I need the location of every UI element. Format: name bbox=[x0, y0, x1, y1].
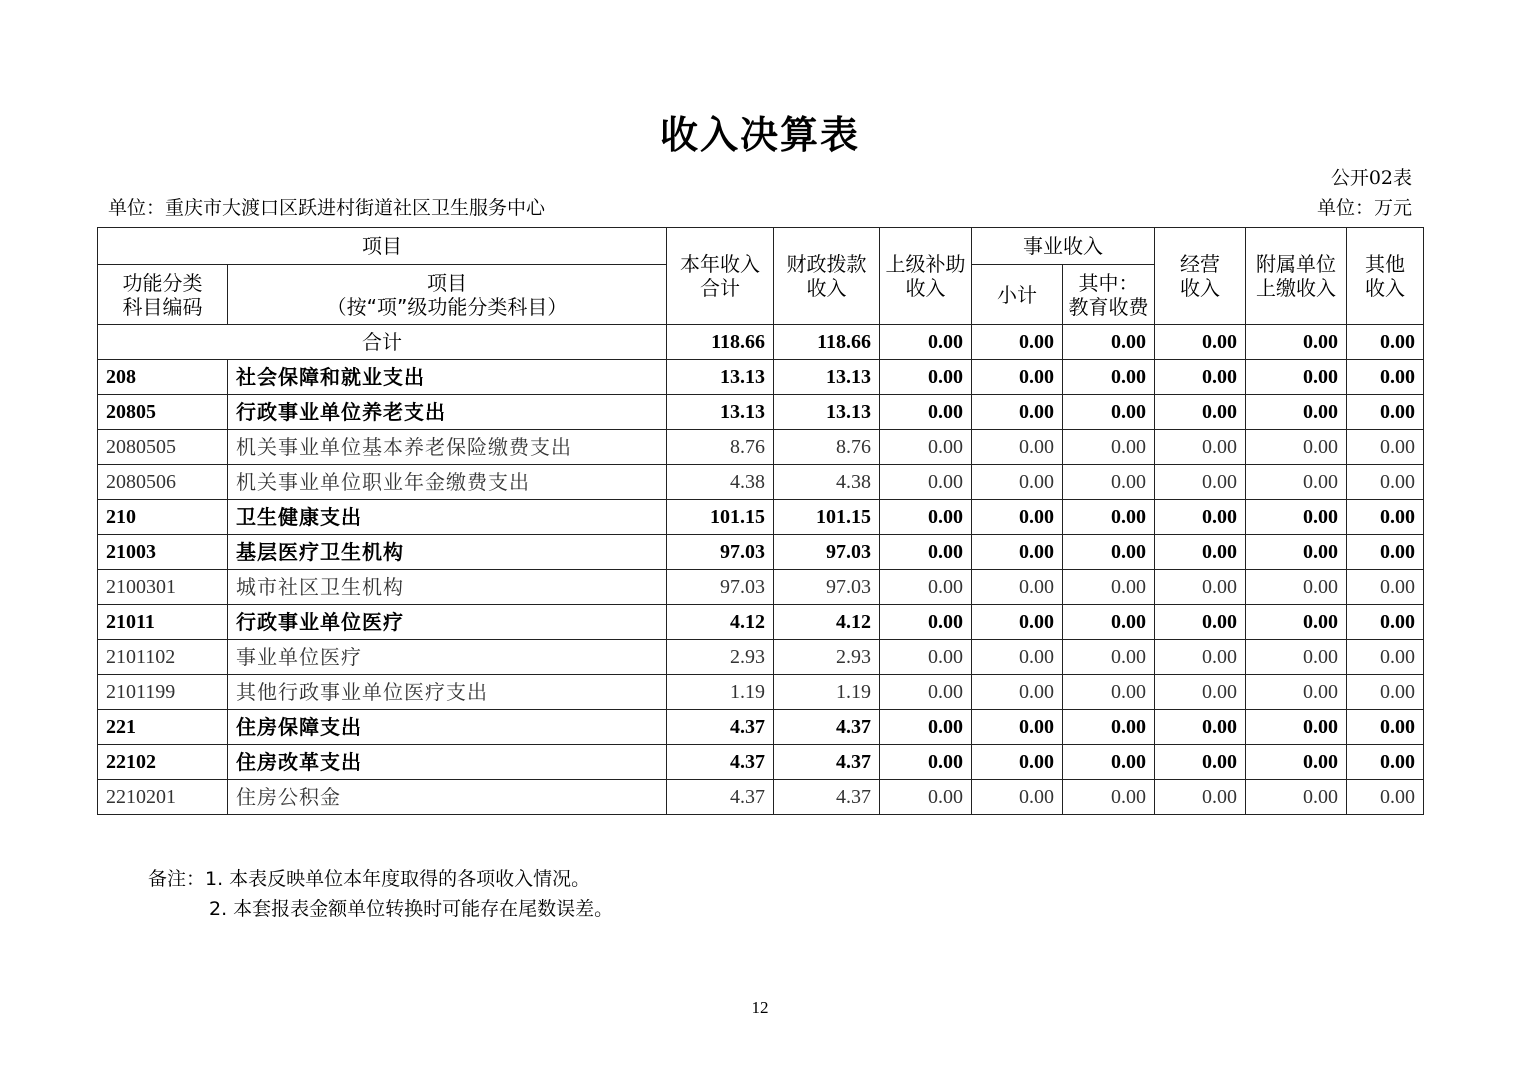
row-value: 0.00 bbox=[1347, 570, 1424, 605]
row-value: 0.00 bbox=[1347, 465, 1424, 500]
row-value: 4.37 bbox=[667, 745, 774, 780]
row-name: 机关事业单位职业年金缴费支出 bbox=[228, 465, 667, 500]
row-value: 0.00 bbox=[1063, 465, 1155, 500]
row-value: 0.00 bbox=[1063, 570, 1155, 605]
row-name: 基层医疗卫生机构 bbox=[228, 535, 667, 570]
row-value: 0.00 bbox=[972, 745, 1063, 780]
row-value: 0.00 bbox=[1155, 430, 1246, 465]
row-value: 4.37 bbox=[774, 745, 880, 780]
row-name: 城市社区卫生机构 bbox=[228, 570, 667, 605]
row-value: 0.00 bbox=[1155, 535, 1246, 570]
row-value: 0.00 bbox=[880, 465, 972, 500]
row-value: 97.03 bbox=[774, 535, 880, 570]
row-code: 21011 bbox=[98, 605, 228, 640]
row-value: 4.12 bbox=[667, 605, 774, 640]
row-value: 0.00 bbox=[880, 535, 972, 570]
row-value: 0.00 bbox=[1246, 535, 1347, 570]
row-value: 0.00 bbox=[1246, 360, 1347, 395]
total-value: 0.00 bbox=[1246, 325, 1347, 360]
row-name: 住房保障支出 bbox=[228, 710, 667, 745]
row-value: 4.37 bbox=[774, 710, 880, 745]
total-value: 118.66 bbox=[774, 325, 880, 360]
row-value: 0.00 bbox=[972, 535, 1063, 570]
row-code: 2080506 bbox=[98, 465, 228, 500]
row-value: 0.00 bbox=[880, 710, 972, 745]
row-value: 0.00 bbox=[1347, 605, 1424, 640]
row-value: 13.13 bbox=[667, 360, 774, 395]
row-code: 2101199 bbox=[98, 675, 228, 710]
row-value: 4.38 bbox=[774, 465, 880, 500]
table-row bbox=[98, 395, 1424, 430]
row-value: 0.00 bbox=[972, 430, 1063, 465]
row-value: 0.00 bbox=[972, 360, 1063, 395]
row-value: 0.00 bbox=[1063, 605, 1155, 640]
row-value: 1.19 bbox=[667, 675, 774, 710]
row-value: 101.15 bbox=[667, 500, 774, 535]
row-value: 4.37 bbox=[667, 710, 774, 745]
form-number: 公开02表 bbox=[1330, 167, 1412, 189]
row-code: 22102 bbox=[98, 745, 228, 780]
row-value: 0.00 bbox=[972, 395, 1063, 430]
row-value: 0.00 bbox=[880, 360, 972, 395]
row-code: 2101102 bbox=[98, 640, 228, 675]
row-value: 0.00 bbox=[1347, 640, 1424, 675]
row-value: 0.00 bbox=[880, 395, 972, 430]
row-value: 4.37 bbox=[774, 780, 880, 815]
row-value: 0.00 bbox=[880, 745, 972, 780]
row-value: 0.00 bbox=[1347, 710, 1424, 745]
row-value: 0.00 bbox=[1063, 500, 1155, 535]
total-row bbox=[98, 325, 1424, 360]
row-value: 0.00 bbox=[1347, 430, 1424, 465]
table-row bbox=[98, 710, 1424, 745]
total-value: 0.00 bbox=[972, 325, 1063, 360]
row-code: 2100301 bbox=[98, 570, 228, 605]
row-value: 0.00 bbox=[1155, 360, 1246, 395]
row-value: 0.00 bbox=[1063, 395, 1155, 430]
page-title: 收入决算表 bbox=[659, 113, 860, 157]
row-value: 1.19 bbox=[774, 675, 880, 710]
row-value: 0.00 bbox=[972, 780, 1063, 815]
row-value: 0.00 bbox=[1246, 640, 1347, 675]
row-value: 0.00 bbox=[972, 570, 1063, 605]
total-label: 合计 bbox=[98, 325, 667, 360]
table-row bbox=[98, 360, 1424, 395]
row-value: 0.00 bbox=[1246, 430, 1347, 465]
row-value: 8.76 bbox=[667, 430, 774, 465]
row-value: 0.00 bbox=[880, 500, 972, 535]
row-name: 事业单位医疗 bbox=[228, 640, 667, 675]
table-row bbox=[98, 430, 1424, 465]
row-value: 0.00 bbox=[1347, 780, 1424, 815]
row-name: 其他行政事业单位医疗支出 bbox=[228, 675, 667, 710]
row-code: 20805 bbox=[98, 395, 228, 430]
row-name: 社会保障和就业支出 bbox=[228, 360, 667, 395]
row-value: 0.00 bbox=[1246, 500, 1347, 535]
row-value: 0.00 bbox=[1155, 500, 1246, 535]
row-value: 4.37 bbox=[667, 780, 774, 815]
row-value: 0.00 bbox=[1246, 605, 1347, 640]
header-business-income: 事业收入 bbox=[972, 228, 1155, 265]
row-value: 0.00 bbox=[1063, 430, 1155, 465]
row-code: 210 bbox=[98, 500, 228, 535]
header-fiscal-allocation: 财政拨款 收入 bbox=[774, 228, 880, 325]
row-value: 8.76 bbox=[774, 430, 880, 465]
row-value: 0.00 bbox=[1347, 395, 1424, 430]
row-value: 0.00 bbox=[972, 675, 1063, 710]
row-value: 0.00 bbox=[1246, 675, 1347, 710]
table-row bbox=[98, 500, 1424, 535]
row-value: 0.00 bbox=[1246, 745, 1347, 780]
row-value: 0.00 bbox=[1246, 395, 1347, 430]
total-value: 118.66 bbox=[667, 325, 774, 360]
header-function-code: 功能分类 科目编码 bbox=[98, 265, 228, 325]
row-value: 0.00 bbox=[1063, 675, 1155, 710]
row-code: 2210201 bbox=[98, 780, 228, 815]
header-total-income: 本年收入 合计 bbox=[667, 228, 774, 325]
row-value: 4.38 bbox=[667, 465, 774, 500]
income-table bbox=[97, 227, 1424, 815]
table-row bbox=[98, 675, 1424, 710]
row-value: 97.03 bbox=[667, 570, 774, 605]
header-affiliated-income: 附属单位 上缴收入 bbox=[1246, 228, 1347, 325]
row-value: 101.15 bbox=[774, 500, 880, 535]
row-value: 0.00 bbox=[1155, 710, 1246, 745]
header-other-income: 其他 收入 bbox=[1347, 228, 1424, 325]
row-name: 住房改革支出 bbox=[228, 745, 667, 780]
row-name: 卫生健康支出 bbox=[228, 500, 667, 535]
header-item-name: 项目 （按“项”级功能分类科目） bbox=[228, 265, 667, 325]
row-value: 0.00 bbox=[1155, 745, 1246, 780]
row-code: 21003 bbox=[98, 535, 228, 570]
footnote-1: 备注：1. 本表反映单位本年度取得的各项收入情况。 bbox=[148, 868, 591, 890]
header-item-group: 项目 bbox=[98, 228, 667, 265]
row-value: 0.00 bbox=[1155, 780, 1246, 815]
row-value: 0.00 bbox=[1155, 570, 1246, 605]
row-value: 13.13 bbox=[667, 395, 774, 430]
row-value: 0.00 bbox=[1347, 675, 1424, 710]
row-name: 机关事业单位基本养老保险缴费支出 bbox=[228, 430, 667, 465]
total-value: 0.00 bbox=[1347, 325, 1424, 360]
row-value: 13.13 bbox=[774, 395, 880, 430]
row-value: 0.00 bbox=[880, 640, 972, 675]
table-row bbox=[98, 605, 1424, 640]
row-value: 0.00 bbox=[880, 605, 972, 640]
row-value: 13.13 bbox=[774, 360, 880, 395]
row-value: 0.00 bbox=[1063, 710, 1155, 745]
row-value: 0.00 bbox=[1155, 605, 1246, 640]
row-value: 0.00 bbox=[972, 465, 1063, 500]
row-value: 0.00 bbox=[1155, 465, 1246, 500]
row-name: 住房公积金 bbox=[228, 780, 667, 815]
row-code: 221 bbox=[98, 710, 228, 745]
row-value: 0.00 bbox=[1063, 640, 1155, 675]
table-row bbox=[98, 535, 1424, 570]
row-value: 0.00 bbox=[972, 710, 1063, 745]
row-value: 0.00 bbox=[1347, 500, 1424, 535]
row-code: 2080505 bbox=[98, 430, 228, 465]
row-value: 0.00 bbox=[972, 605, 1063, 640]
header-superior-subsidy: 上级补助 收入 bbox=[880, 228, 972, 325]
row-value: 4.12 bbox=[774, 605, 880, 640]
footnotes bbox=[148, 864, 613, 924]
row-value: 0.00 bbox=[972, 500, 1063, 535]
row-value: 0.00 bbox=[880, 570, 972, 605]
row-value: 0.00 bbox=[880, 430, 972, 465]
row-value: 0.00 bbox=[1246, 780, 1347, 815]
row-value: 97.03 bbox=[667, 535, 774, 570]
row-value: 2.93 bbox=[774, 640, 880, 675]
row-value: 0.00 bbox=[880, 780, 972, 815]
table-row bbox=[98, 465, 1424, 500]
table-row bbox=[98, 640, 1424, 675]
row-value: 0.00 bbox=[1063, 780, 1155, 815]
row-code: 208 bbox=[98, 360, 228, 395]
row-value: 97.03 bbox=[774, 570, 880, 605]
row-name: 行政事业单位医疗 bbox=[228, 605, 667, 640]
table-row bbox=[98, 745, 1424, 780]
header-education-fee: 其中： 教育收费 bbox=[1063, 265, 1155, 325]
footnote-2: 2. 本套报表金额单位转换时可能存在尾数误差。 bbox=[209, 898, 614, 920]
row-value: 0.00 bbox=[1155, 675, 1246, 710]
reporting-unit: 单位：重庆市大渡口区跃进村街道社区卫生服务中心 bbox=[108, 197, 546, 219]
row-value: 0.00 bbox=[1347, 535, 1424, 570]
table-row bbox=[98, 780, 1424, 815]
row-value: 2.93 bbox=[667, 640, 774, 675]
row-value: 0.00 bbox=[1246, 710, 1347, 745]
total-value: 0.00 bbox=[1063, 325, 1155, 360]
row-value: 0.00 bbox=[972, 640, 1063, 675]
total-value: 0.00 bbox=[880, 325, 972, 360]
row-value: 0.00 bbox=[1063, 535, 1155, 570]
row-value: 0.00 bbox=[1246, 570, 1347, 605]
row-value: 0.00 bbox=[1155, 640, 1246, 675]
row-value: 0.00 bbox=[1246, 465, 1347, 500]
page-number: 12 bbox=[751, 998, 769, 1017]
row-value: 0.00 bbox=[1347, 745, 1424, 780]
row-value: 0.00 bbox=[1155, 395, 1246, 430]
row-value: 0.00 bbox=[1063, 745, 1155, 780]
total-value: 0.00 bbox=[1155, 325, 1246, 360]
row-value: 0.00 bbox=[1063, 360, 1155, 395]
header-subtotal: 小计 bbox=[972, 265, 1063, 325]
row-name: 行政事业单位养老支出 bbox=[228, 395, 667, 430]
table-row bbox=[98, 570, 1424, 605]
row-value: 0.00 bbox=[1347, 360, 1424, 395]
currency-unit: 单位：万元 bbox=[1316, 197, 1412, 219]
header-operating-income: 经营 收入 bbox=[1155, 228, 1246, 325]
row-value: 0.00 bbox=[880, 675, 972, 710]
